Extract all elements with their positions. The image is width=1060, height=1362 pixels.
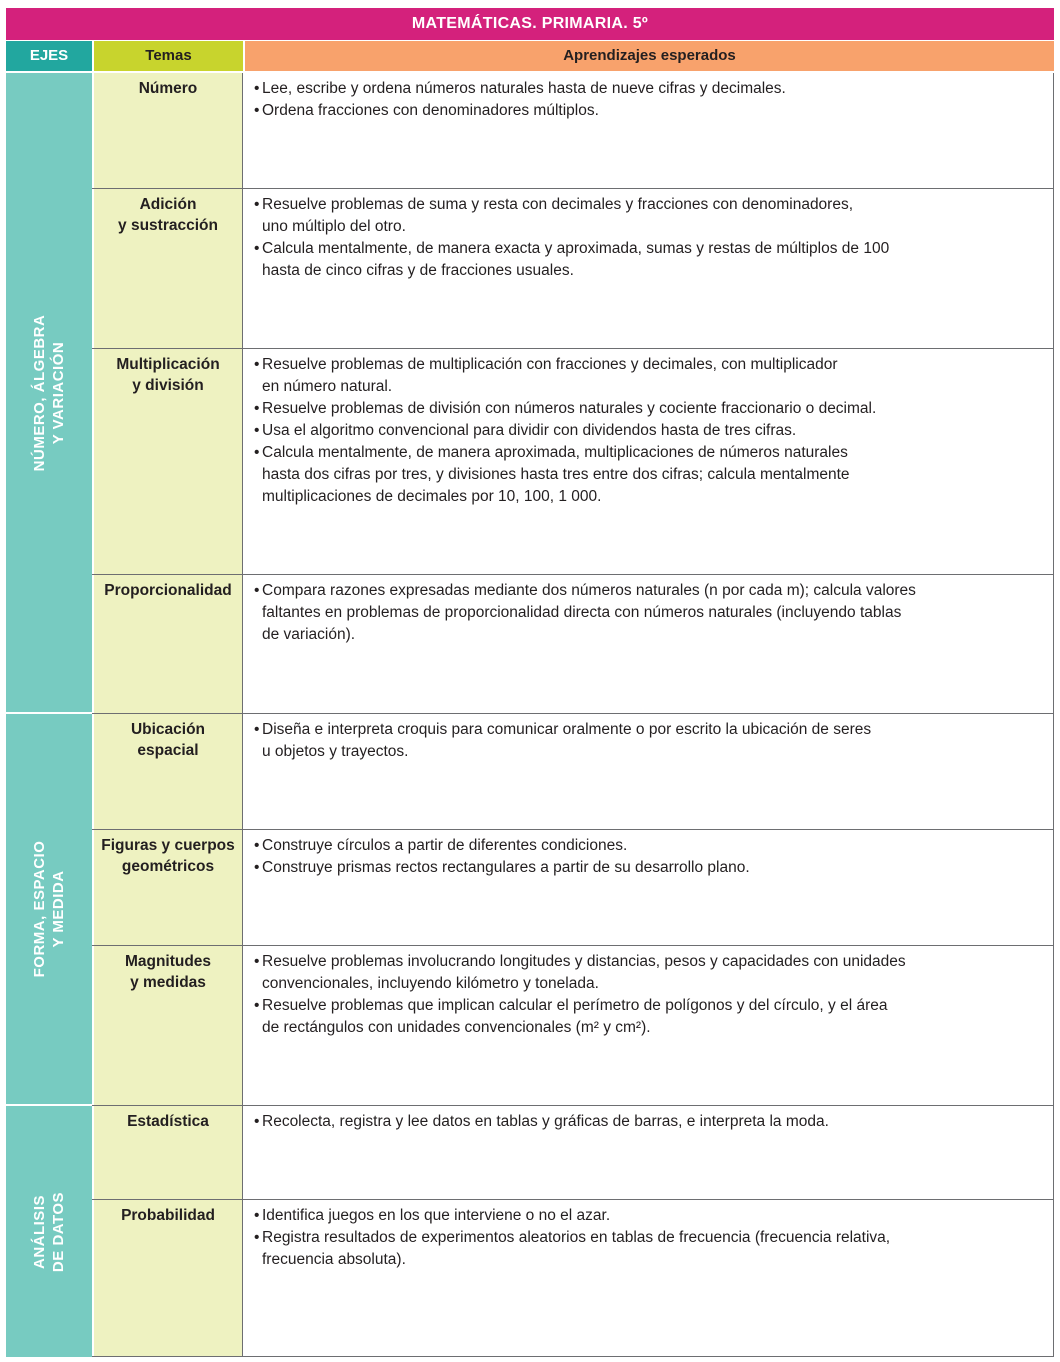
list-item: • Resuelve problemas de división con números naturales y cociente fraccionario o decimal. <box>254 398 1045 420</box>
header-aprendizajes: Aprendizajes esperados <box>245 41 1054 71</box>
table-title: MATEMÁTICAS. PRIMARIA. 5º <box>6 8 1054 40</box>
list-item: • Resuelve problemas de multiplicación con fracciones y decimales, con multiplicador en número natural. <box>254 354 1045 398</box>
aprendizajes-cell <box>244 1106 1054 1199</box>
list-item: • Lee, escribe y ordena números naturales hasta de nueve cifras y decimales. <box>254 78 1045 100</box>
list-item: • Compara razones expresadas mediante dos números naturales (n por cada m); calcula valores faltantes en problemas de proporcionalidad directa con números naturales (incluyendo tablas de variación). <box>254 580 1045 646</box>
tema-cell: Estadística <box>94 1106 243 1199</box>
list-item: • Construye círculos a partir de diferentes condiciones. <box>254 835 1045 857</box>
list-item: • Identifica juegos en los que interviene o no el azar. <box>254 1205 1045 1227</box>
aprendizajes-cell <box>244 946 1054 1105</box>
list-item: • Resuelve problemas de suma y resta con decimales y fracciones con denominadores, uno múltiplo del otro. <box>254 194 1045 238</box>
table-row <box>92 714 1054 830</box>
tema-cell: Número <box>94 73 243 188</box>
list-item: • Ordena fracciones con denominadores múltiplos. <box>254 100 1045 122</box>
table-row <box>92 73 1054 189</box>
axis-cell <box>6 714 92 1104</box>
list-item: • Diseña e interpreta croquis para comunicar oralmente o por escrito la ubicación de seres u objetos y trayectos. <box>254 719 1045 763</box>
curriculum-table <box>6 8 1054 1357</box>
tema-cell: Ubicación espacial <box>94 714 243 829</box>
tema-cell: Multiplicación y división <box>94 349 243 574</box>
aprendizajes-cell <box>244 714 1054 829</box>
tema-cell: Magnitudes y medidas <box>94 946 243 1105</box>
axis-label: ANÁLISIS DE DATOS <box>31 1191 67 1272</box>
list-item: • Resuelve problemas involucrando longitudes y distancias, pesos y capacidades con unidades convencionales, incluyendo kilómetro y tonelada. <box>254 951 1045 995</box>
aprendizajes-cell <box>244 575 1054 713</box>
axis-cell <box>6 1106 92 1357</box>
list-item: • Calcula mentalmente, de manera exacta y aproximada, sumas y restas de múltiplos de 100 hasta de cinco cifras y de fracciones usuales. <box>254 238 1045 282</box>
table-row <box>92 830 1054 946</box>
aprendizajes-cell <box>244 349 1054 574</box>
table-row <box>92 189 1054 349</box>
aprendizajes-cell <box>244 189 1054 348</box>
header-temas: Temas <box>94 41 243 71</box>
list-item: • Registra resultados de experimentos aleatorios en tablas de frecuencia (frecuencia relativa, frecuencia absoluta). <box>254 1227 1045 1271</box>
list-item: • Recolecta, registra y lee datos en tablas y gráficas de barras, e interpreta la moda. <box>254 1111 1045 1133</box>
aprendizajes-cell <box>244 1200 1054 1356</box>
table-row <box>92 349 1054 575</box>
table-row <box>92 1200 1054 1357</box>
table-row <box>92 575 1054 714</box>
axis-cell <box>6 73 92 712</box>
tema-cell: Figuras y cuerpos geométricos <box>94 830 243 945</box>
header-ejes: EJES <box>6 41 92 71</box>
table-row <box>92 1106 1054 1200</box>
list-item: • Resuelve problemas que implican calcular el perímetro de polígonos y del círculo, y el área de rectángulos con unidades convencionales (m² y cm²). <box>254 995 1045 1039</box>
tema-cell: Probabilidad <box>94 1200 243 1356</box>
list-item: • Usa el algoritmo convencional para dividir con dividendos hasta de tres cifras. <box>254 420 1045 442</box>
axis-label: FORMA, ESPACIO Y MEDIDA <box>31 840 67 978</box>
axis-label: NÚMERO, ÁLGEBRA Y VARIACIÓN <box>31 314 67 471</box>
aprendizajes-cell <box>244 73 1054 188</box>
table-body <box>6 73 1054 1357</box>
aprendizajes-cell <box>244 830 1054 945</box>
header-row <box>6 41 1054 71</box>
table-row <box>92 946 1054 1106</box>
tema-cell: Proporcionalidad <box>94 575 243 713</box>
list-item: • Construye prismas rectos rectangulares a partir de su desarrollo plano. <box>254 857 1045 879</box>
tema-cell: Adición y sustracción <box>94 189 243 348</box>
list-item: • Calcula mentalmente, de manera aproximada, multiplicaciones de números naturales hasta dos cifras por tres, y divisiones hasta tres entre dos cifras; calcula mentalmente multiplicaciones de decimales por 10, 100, 1 000. <box>254 442 1045 508</box>
